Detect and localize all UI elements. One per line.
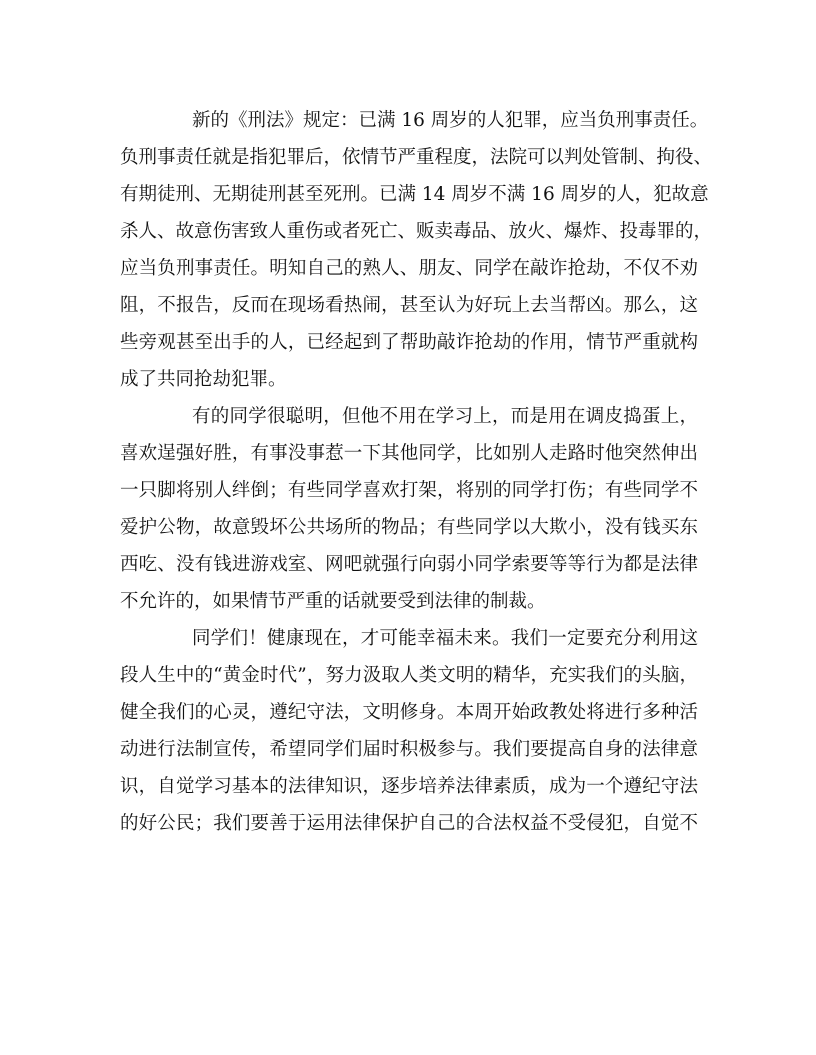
text-line: 喜欢逞强好胜，有事没事惹一下其他同学，比如别人走路时他突然伸出 [120, 443, 698, 464]
text-line: 阻，不报告，反而在现场看热闹，甚至认为好玩上去当帮凶。那么，这 [120, 295, 698, 316]
paragraph-3 [120, 620, 698, 842]
paragraph-2 [120, 398, 698, 620]
text-line: 同学们！健康现在，才可能幸福未来。我们一定要充分利用这 [192, 628, 698, 649]
text-line: 动进行法制宣传，希望同学们届时积极参与。我们要提高自身的法律意 [120, 739, 698, 760]
text-line: 一只脚将别人绊倒；有些同学喜欢打架，将别的同学打伤；有些同学不 [120, 480, 698, 501]
text-line: 有的同学很聪明，但他不用在学习上，而是用在调皮捣蛋上， [192, 406, 698, 427]
text-line: 识，自觉学习基本的法律知识，逐步培养法律素质，成为一个遵纪守法 [120, 776, 698, 797]
text-line: 应当负刑事责任。明知自己的熟人、朋友、同学在敲诈抢劫，不仅不劝 [120, 258, 698, 279]
text-line: 段人生中的“黄金时代”，努力汲取人类文明的精华，充实我们的头脑， [120, 665, 698, 686]
text-line: 爱护公物，故意毁坏公共场所的物品；有些同学以大欺小，没有钱买东 [120, 517, 698, 538]
text-line: 有期徒刑、无期徒刑甚至死刑。已满 14 周岁不满 16 周岁的人，犯故意 [120, 184, 709, 205]
text-line: 负刑事责任就是指犯罪后，依情节严重程度，法院可以判处管制、拘役、 [120, 147, 713, 168]
paragraph-1 [120, 102, 713, 398]
text-line: 的好公民；我们要善于运用法律保护自己的合法权益不受侵犯，自觉不 [120, 813, 698, 834]
text-line: 健全我们的心灵，遵纪守法，文明修身。本周开始政教处将进行多种活 [120, 702, 698, 723]
text-line: 杀人、故意伤害致人重伤或者死亡、贩卖毒品、放火、爆炸、投毒罪的， [120, 221, 713, 242]
text-line: 成了共同抢劫犯罪。 [120, 369, 287, 390]
text-line: 西吃、没有钱进游戏室、网吧就强行向弱小同学索要等等行为都是法律 [120, 554, 698, 575]
text-line: 不允许的，如果情节严重的话就要受到法律的制裁。 [120, 591, 546, 612]
document-body [120, 102, 713, 842]
text-line: 些旁观甚至出手的人，已经起到了帮助敲诈抢劫的作用，情节严重就构 [120, 332, 698, 353]
text-line: 新的《刑法》规定：已满 16 周岁的人犯罪，应当负刑事责任。 [192, 110, 709, 131]
